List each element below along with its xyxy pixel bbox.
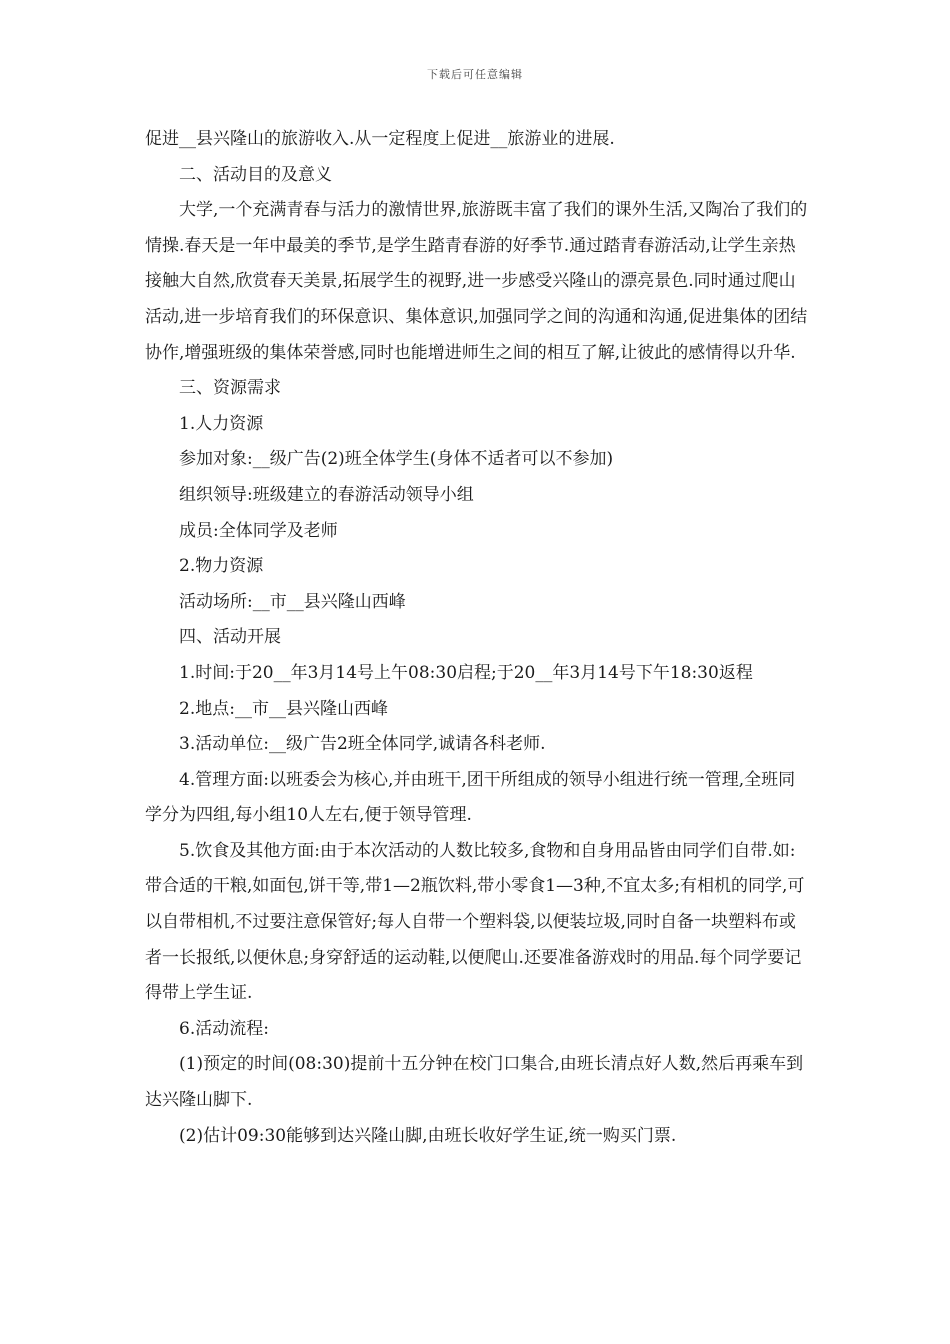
paragraph-purpose: 大学,一个充满青春与活力的激情世界,旅游既丰富了我们的课外生活,又陶冶了我们的情操.春天是一年中最美的季节,是学生踏青春游的好季节.通过踏青春游活动,让学生亲热接触大自然,欣赏春天美景,拓展学生的视野,进一步感受兴隆山的漂亮景色.同时通过爬山活动,进一步培育我们的环保意识、集体意识,加强同学之间的沟通和沟通,促进集体的团结协作,增强班级的集体荣誉感,同时也能增进师生之间的相互了解,让彼此的感情得以升华.	[145, 200, 808, 363]
subheading-material-resources: 2.物力资源	[179, 556, 264, 577]
paragraph-organizer: 组织领导:班级建立的春游活动领导小组	[179, 484, 474, 505]
section-heading-resources: 三、资源需求	[179, 378, 281, 399]
paragraph-process-1: (1)预定的时间(08:30)提前十五分钟在校门口集合,由班长清点好人数,然后再乘车到达兴隆山脚下.	[145, 1054, 804, 1111]
paragraph-location: 2.地点:__市__县兴隆山西峰	[179, 698, 388, 719]
document-body	[145, 122, 809, 1154]
paragraph-management: 4.管理方面:以班委会为核心,并由班干,团干所组成的领导小组进行统一管理,全班同学分为四组,每小组10人左右,便于领导管理.	[145, 769, 796, 826]
section-heading-activity: 四、活动开展	[179, 627, 281, 648]
paragraph-unit: 3.活动单位:__级广告2班全体同学,诚请各科老师.	[179, 734, 546, 755]
paragraph-participants: 参加对象:__级广告(2)班全体学生(身体不适者可以不参加)	[179, 449, 614, 470]
paragraph-time: 1.时间:于20__年3月14号上午08:30启程;于20__年3月14号下午18:30返程	[179, 662, 753, 683]
paragraph-continuation: 促进__县兴隆山的旅游收入.从一定程度上促进__旅游业的进展.	[145, 129, 615, 149]
paragraph-food: 5.饮食及其他方面:由于本次活动的人数比较多,食物和自身用品皆由同学们自带.如:带合适的干粮,如面包,饼干等,带1—2瓶饮料,带小零食1—3种,不宜太多;有相机的同学,可以自带相机,不过要注意保管好;每人自带一个塑料袋,以便装垃圾,同时自备一块塑料布或者一长报纸,以便休息;身穿舒适的运动鞋,以便爬山.还要准备游戏时的用品.每个同学要记得带上学生证.	[145, 840, 805, 1004]
paragraph-members: 成员:全体同学及老师	[179, 520, 338, 541]
section-heading-purpose: 二、活动目的及意义	[179, 164, 332, 185]
subheading-process: 6.活动流程:	[179, 1018, 269, 1039]
subheading-human-resources: 1.人力资源	[179, 413, 264, 434]
paragraph-process-2: (2)估计09:30能够到达兴隆山脚,由班长收好学生证,统一购买门票.	[179, 1125, 677, 1146]
paragraph-venue: 活动场所:__市__县兴隆山西峰	[179, 591, 406, 612]
page-header-note: 下载后可任意编辑	[427, 68, 523, 81]
